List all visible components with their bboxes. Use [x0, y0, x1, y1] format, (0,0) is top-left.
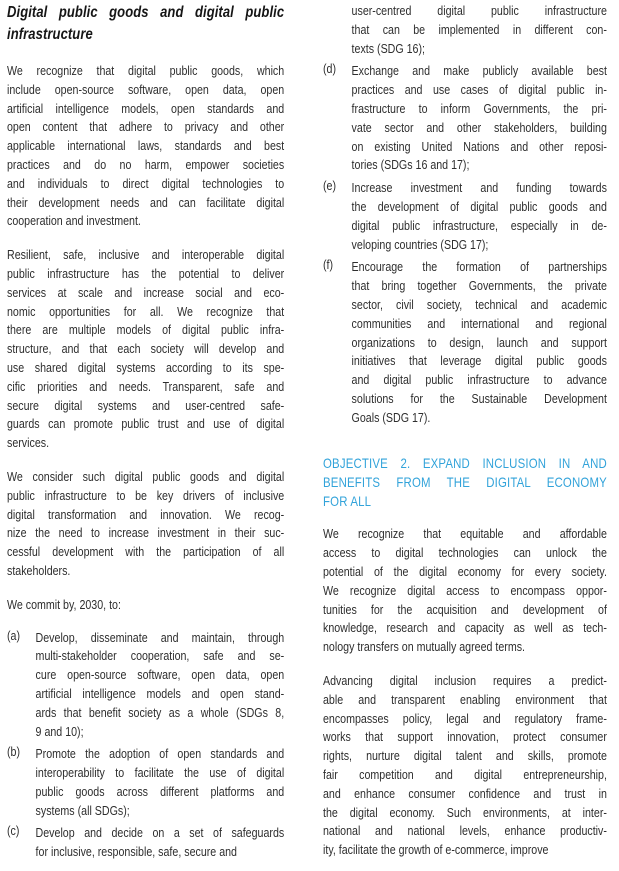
text-line: We commit by, 2030, to:: [7, 597, 121, 612]
text-line: We consider such digital public goods and digital: [7, 469, 285, 484]
list-item: [323, 258, 607, 427]
list-item-lines: [352, 258, 607, 427]
text-line: cessful development with the participation of all: [7, 545, 285, 560]
text-line: frastructure to inform Governments, the pri-: [351, 101, 607, 116]
text-line: infrastructure: [7, 26, 93, 43]
text-line: organizations to design, launch and support: [351, 335, 607, 350]
section-heading: [323, 454, 607, 512]
text-line: Encourage the formation of partnerships: [351, 260, 607, 275]
text-line: We recognize digital access to encompass oppor-: [323, 583, 607, 598]
text-line: public goods across different platforms and: [35, 784, 285, 799]
text-line: that bring together Governments, the private: [351, 279, 607, 294]
text-line: structure, and that each society will develop and: [7, 342, 285, 357]
text-line: FOR ALL: [323, 494, 372, 510]
text-line: tunities for the acquisition and development of: [323, 602, 607, 617]
paragraph: [7, 468, 284, 581]
text-line: We recognize that digital public goods, which: [7, 64, 285, 78]
text-line: nize the need to increase investment in their suc-: [7, 526, 285, 541]
text-line: 9 and 10);: [35, 724, 84, 739]
text-line: Exchange and make publicly available best: [351, 64, 607, 79]
left-column-inner: [7, 2, 284, 862]
text-line: Increase investment and funding towards: [351, 181, 607, 196]
text-line: and digital public infrastructure to advance: [351, 373, 607, 388]
text-line: We recognize that equitable and affordable: [323, 527, 607, 542]
text-line: ity, facilitate the growth of e-commerce, improve: [323, 843, 549, 858]
text-line: fair competition and digital entrepreneurship,: [323, 767, 607, 782]
text-line: initiatives that leverage digital public goods: [351, 354, 607, 369]
text-line: that can be implemented in different con-: [351, 22, 607, 37]
text-line: cific priorities and needs. Transparent, safe and: [7, 379, 285, 394]
text-line: nomic opportunities for all. We recognize that: [7, 304, 285, 319]
paragraph: [7, 596, 284, 615]
text-line: services at scale and increase social and eco-: [7, 285, 285, 300]
list-item: [7, 745, 284, 820]
text-line: practices and do no harm, empower societies: [7, 157, 285, 172]
paragraph: [323, 525, 607, 657]
list-item-marker: (c): [7, 824, 20, 839]
text-line: Promote the adoption of open standards and: [35, 747, 285, 762]
text-line: nology transfers on mutually agreed terms.: [323, 640, 526, 655]
text-line: cooperation and investment.: [7, 214, 141, 229]
text-line: there are multiple models of digital public infra-: [7, 323, 285, 338]
text-line: interoperability to facilitate the use of digital: [35, 766, 285, 781]
list-item-marker: [323, 2, 352, 58]
text-line: solutions for the Sustainable Development: [351, 391, 607, 406]
text-line: artificial intelligence models, open standards and: [7, 101, 285, 116]
text-line: Advancing digital inclusion requires a predict-: [323, 674, 607, 688]
list-item-lines: [36, 745, 285, 820]
left-column: [7, 2, 284, 871]
text-line: BENEFITS FROM THE DIGITAL ECONOMY: [323, 474, 607, 490]
right-column-inner: [323, 2, 607, 860]
text-line: vate sector and other stakeholders, building: [351, 120, 607, 135]
text-line: works that support innovation, protect consumer: [323, 730, 607, 745]
list-item-lines: [36, 824, 285, 862]
text-line: national and national levels, enhance productiv-: [323, 824, 607, 839]
list-item-marker: (e): [323, 179, 337, 194]
text-line: include open-source software, open data, open: [7, 82, 285, 97]
text-line: Goals (SDG 17).: [351, 410, 431, 425]
text-line: multi-stakeholder cooperation, safe and se-: [35, 649, 285, 664]
text-line: public infrastructure to be key drivers of inclusive: [7, 488, 285, 503]
text-line: stakeholders.: [7, 563, 71, 578]
text-line: knowledge, research and capacity as well as tech-: [323, 621, 607, 636]
list-item: [323, 179, 607, 254]
text-line: able and transparent enabling environment that: [323, 692, 607, 707]
list-item-marker: (f): [323, 258, 334, 273]
paragraph: [7, 246, 284, 453]
text-line: cure open-source software, open data, open: [35, 668, 285, 683]
text-line: for inclusive, responsible, safe, secure and: [35, 845, 237, 860]
text-line: use shared digital systems according to its spe-: [7, 360, 285, 375]
text-line: practices and use cases of digital public in-: [351, 83, 607, 98]
text-line: Digital public goods and digital public: [7, 4, 285, 21]
text-line: secure digital systems and user-centred safe-: [7, 398, 285, 413]
text-line: user-centred digital public infrastructure: [351, 4, 607, 18]
text-line: potential of the digital economy for every society.: [323, 565, 607, 580]
list-item-marker: (a): [7, 628, 21, 643]
list-item-marker: (d): [323, 62, 337, 77]
list-item-lines: [352, 179, 607, 254]
paragraph: [323, 672, 607, 860]
text-line: applicable international laws, standards and best: [7, 139, 285, 154]
text-line: sector, civil society, technical and academic: [351, 297, 607, 312]
text-line: their development needs and can facilitate digital: [7, 195, 285, 210]
text-line: services.: [7, 436, 50, 451]
text-line: rights, nurture digital talent and skills, promote: [323, 749, 607, 764]
text-line: and individuals to direct digital technologies to: [7, 176, 285, 191]
list-item-lines: [352, 62, 607, 175]
text-line: communities and international and regional: [351, 316, 607, 331]
text-line: texts (SDG 16);: [351, 41, 426, 56]
text-line: digital public infrastructure, especially in de-: [351, 218, 607, 233]
list-item: [7, 824, 284, 862]
text-line: OBJECTIVE 2. EXPAND INCLUSION IN AND: [323, 455, 607, 471]
text-line: ards that benefit society as a whole (SDGs 8,: [35, 705, 285, 720]
text-line: veloping countries (SDG 17);: [351, 237, 489, 252]
text-line: the digital economy. Such environments, at inter-: [323, 805, 607, 820]
list-item: [7, 629, 284, 742]
text-line: Develop, disseminate and maintain, through: [35, 630, 285, 645]
right-column: [323, 2, 607, 871]
document-title: [7, 2, 284, 46]
text-line: and enhance consumer confidence and trust in: [323, 786, 607, 801]
text-line: guards can promote public trust and use of digital: [7, 417, 285, 432]
text-line: open content that adhere to privacy and other: [7, 120, 285, 135]
text-line: artificial intelligence models and open stand-: [35, 686, 285, 701]
text-line: access to digital technologies can unlock the: [323, 546, 607, 561]
text-line: the development of digital public goods and: [351, 199, 607, 214]
text-line: systems (all SDGs);: [35, 803, 130, 818]
text-line: on existing United Nations and other reposi-: [351, 139, 607, 154]
text-line: tories (SDGs 16 and 17);: [351, 158, 470, 173]
text-line: Develop and decide on a set of safeguards: [35, 826, 285, 841]
paragraph: [7, 62, 284, 231]
text-line: encompasses policy, legal and regulatory frame-: [323, 711, 607, 726]
list-item-lines: [352, 2, 607, 58]
text-line: Resilient, safe, inclusive and interoperable digital: [7, 248, 285, 263]
text-line: digital transformation and innovation. We recog-: [7, 507, 285, 522]
list-item-marker: (b): [7, 745, 21, 760]
text-line: public infrastructure has the potential to deliver: [7, 266, 285, 281]
list-item: [323, 2, 607, 58]
list-item: [323, 62, 607, 175]
list-item-lines: [36, 629, 285, 742]
